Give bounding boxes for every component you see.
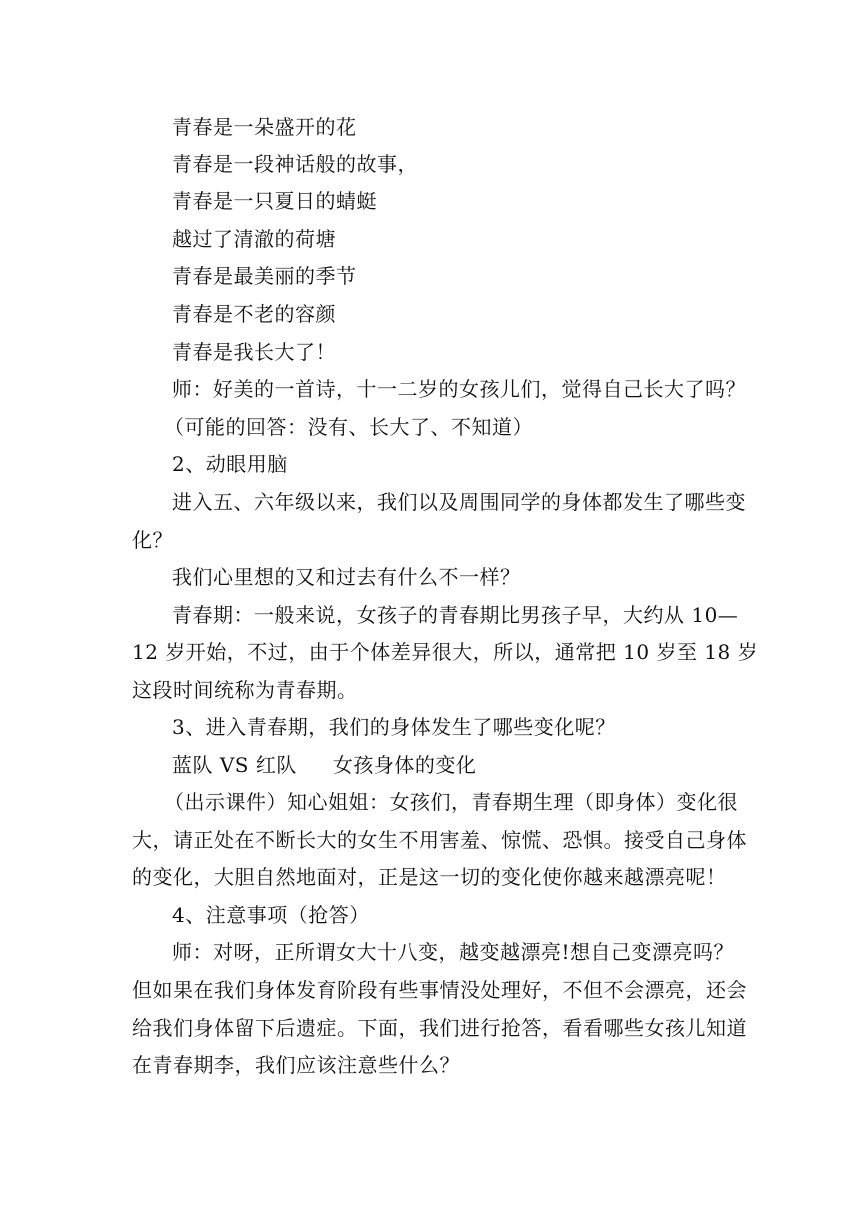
section-3-teams-line [172, 747, 782, 783]
poem-line-1: 青春是一朵盛开的花 [172, 115, 357, 139]
section-4-paragraph-line-4: 在青春期李，我们应该注意些什么？ [132, 1053, 460, 1077]
section-4-paragraph-line-1: 师：对呀，正所谓女大十八变，越变越漂亮!想自己变漂亮吗？ [172, 940, 735, 964]
poem-line-7: 青春是我长大了！ [172, 340, 336, 364]
teams-label: 蓝队 VS 红队 [172, 753, 297, 777]
section-3-paragraph-line-2: 大，请正处在不断长大的女生不用害羞、惊慌、恐惧。接受自己身体 [132, 828, 747, 852]
section-4-heading: 4、注意事项（抢答） [172, 903, 370, 927]
section-2-paragraph-1-line-1: 进入五、六年级以来，我们以及周围同学的身体都发生了哪些变 [172, 490, 746, 514]
section-2-heading: 2、动眼用脑 [172, 452, 288, 476]
poem-line-2: 青春是一段神话般的故事， [172, 152, 418, 176]
topic-label: 女孩身体的变化 [332, 753, 477, 777]
section-2-paragraph-3-line-1: 青春期：一般来说，女孩子的青春期比男孩子早，大约从 10— [172, 603, 739, 627]
section-3-paragraph-line-1: （出示课件）知心姐姐：女孩们，青春期生理（即身体）变化很 [164, 790, 738, 814]
section-2-paragraph-3-line-3: 这段时间统称为青春期。 [132, 678, 358, 702]
poem-line-4: 越过了清澈的荷塘 [172, 227, 336, 251]
section-3-paragraph-line-3: 的变化，大胆自然地面对，正是这一切的变化使你越来越漂亮呢！ [132, 865, 727, 889]
teacher-question: 师：好美的一首诗，十一二岁的女孩儿们，觉得自己长大了吗？ [172, 377, 746, 401]
section-3-heading: 3、进入青春期，我们的身体发生了哪些变化呢？ [172, 715, 616, 739]
possible-answer: （可能的回答：没有、长大了、不知道） [164, 415, 533, 439]
section-2-paragraph-1-line-2: 化？ [132, 528, 173, 552]
section-2-paragraph-3-line-2: 12 岁开始，不过，由于个体差异很大，所以，通常把 10 岁至 18 岁 [132, 640, 759, 664]
section-4-paragraph-line-3: 给我们身体留下后遗症。下面，我们进行抢答，看看哪些女孩儿知道 [132, 1016, 747, 1040]
section-4-paragraph-line-2: 但如果在我们身体发育阶段有些事情没处理好，不但不会漂亮，还会 [132, 978, 747, 1002]
poem-line-3: 青春是一只夏日的蜻蜓 [172, 189, 377, 213]
poem-line-5: 青春是最美丽的季节 [172, 264, 357, 288]
poem-line-6: 青春是不老的容颜 [172, 302, 336, 326]
section-2-paragraph-2: 我们心里想的又和过去有什么不一样？ [172, 565, 521, 589]
